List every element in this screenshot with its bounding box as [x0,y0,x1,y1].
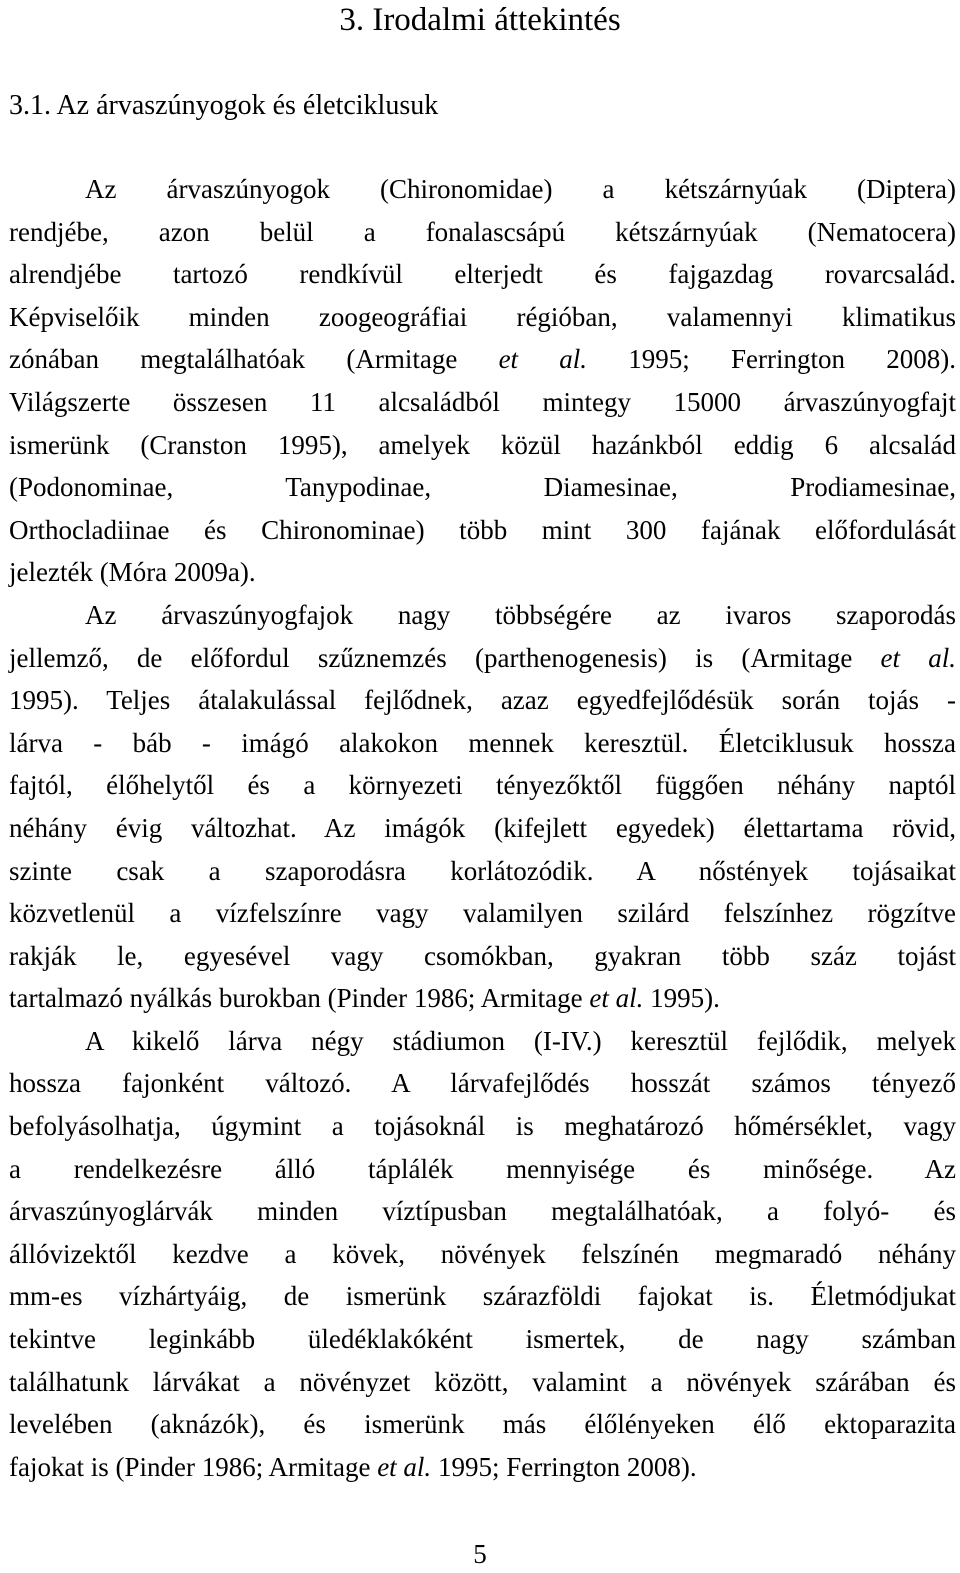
text-line: alrendjébe tartozó rendkívül elterjedt és fajgazdag rovarcsalád. [9,259,956,290]
text-line: fajokat is (Pinder 1986; Armitage et al. 1995; Ferrington 2008). [9,1451,697,1482]
text-line: állóvizektől kezdve a kövek, növények felszínén megmaradó néhány [9,1238,956,1269]
text-line: Képviselőik minden zoogeográfiai régióban, valamennyi klimatikus [9,301,956,332]
text-line: közvetlenül a vízfelszínre vagy valamilyen szilárd felszínhez rögzítve [9,898,956,929]
text-line: találhatunk lárvákat a növényzet között, valamint a növények szárában és [9,1366,956,1397]
text-line: zónában megtalálhatóak (Armitage et al. 1995; Ferrington 2008). [9,344,956,375]
text-line: Az árvaszúnyogok (Chironomidae) a kétszárnyúak (Diptera) [85,174,956,204]
text-line: 1995). Teljes átalakulással fejlődnek, azaz egyedfejlődésük során tojás - [9,685,956,716]
text-line: befolyásolhatja, úgymint a tojásoknál is meghatározó hőmérséklet, vagy [9,1111,956,1142]
chapter-heading: 3. Irodalmi áttekintés [339,2,621,38]
text-line: mm-es vízhártyáig, de ismerünk szárazföldi fajokat is. Életmódjukat [9,1281,956,1312]
text-line: rakják le, egyesével vagy csomókban, gyakran több száz tojást [9,940,956,971]
text-line: levelében (aknázók), és ismerünk más élőlényeken élő ektoparazita [9,1409,956,1440]
page-number: 5 [473,1539,487,1569]
text-line: árvaszúnyoglárvák minden víztípusban megtalálhatóak, a folyó- és [9,1196,956,1227]
text-line: szinte csak a szaporodásra korlátozódik. A nőstények tojásaikat [9,855,956,886]
section-heading: 3.1. Az árvaszúnyogok és életciklusuk [9,90,439,121]
text-line: lárva - báb - imágó alakokon mennek keresztül. Életciklusuk hossza [9,727,956,758]
text-line: fajtól, élőhelytől és a környezeti tényezőktől függően néhány naptól [9,770,956,801]
text-line: néhány évig változhat. Az imágók (kifejlett egyedek) élettartama rövid, [9,812,956,843]
text-line: (Podonominae, Tanypodinae, Diamesinae, Prodiamesinae, [9,472,956,503]
text-line: tekintve leginkább üledéklakóként ismertek, de nagy számban [9,1324,956,1355]
text-line: ismerünk (Cranston 1995), amelyek közül hazánkból eddig 6 alcsalád [9,429,956,460]
text-line: rendjébe, azon belül a fonalascsápú kétszárnyúak (Nematocera) [9,216,956,247]
text-line: hossza fajonként változó. A lárvafejlődés hosszát számos tényező [9,1068,956,1099]
text-line: Az árvaszúnyogfajok nagy többségére az ivaros szaporodás [85,599,956,630]
text-line: Világszerte összesen 11 alcsaládból mintegy 15000 árvaszúnyogfajt [9,386,956,417]
text-line: tartalmazó nyálkás burokban (Pinder 1986; Armitage et al. 1995). [9,983,720,1014]
text-line: A kikelő lárva négy stádiumon (I-IV.) keresztül fejlődik, melyek [85,1025,956,1056]
text-line: jelezték (Móra 2009a). [9,557,256,588]
body-text [9,168,956,1488]
text-line: Orthocladiinae és Chironominae) több mint 300 fajának előfordulását [9,514,956,545]
text-line: jellemző, de előfordul szűznemzés (parthenogenesis) is (Armitage et al. [9,642,956,673]
text-line: a rendelkezésre álló táplálék mennyisége és minősége. Az [9,1153,956,1184]
